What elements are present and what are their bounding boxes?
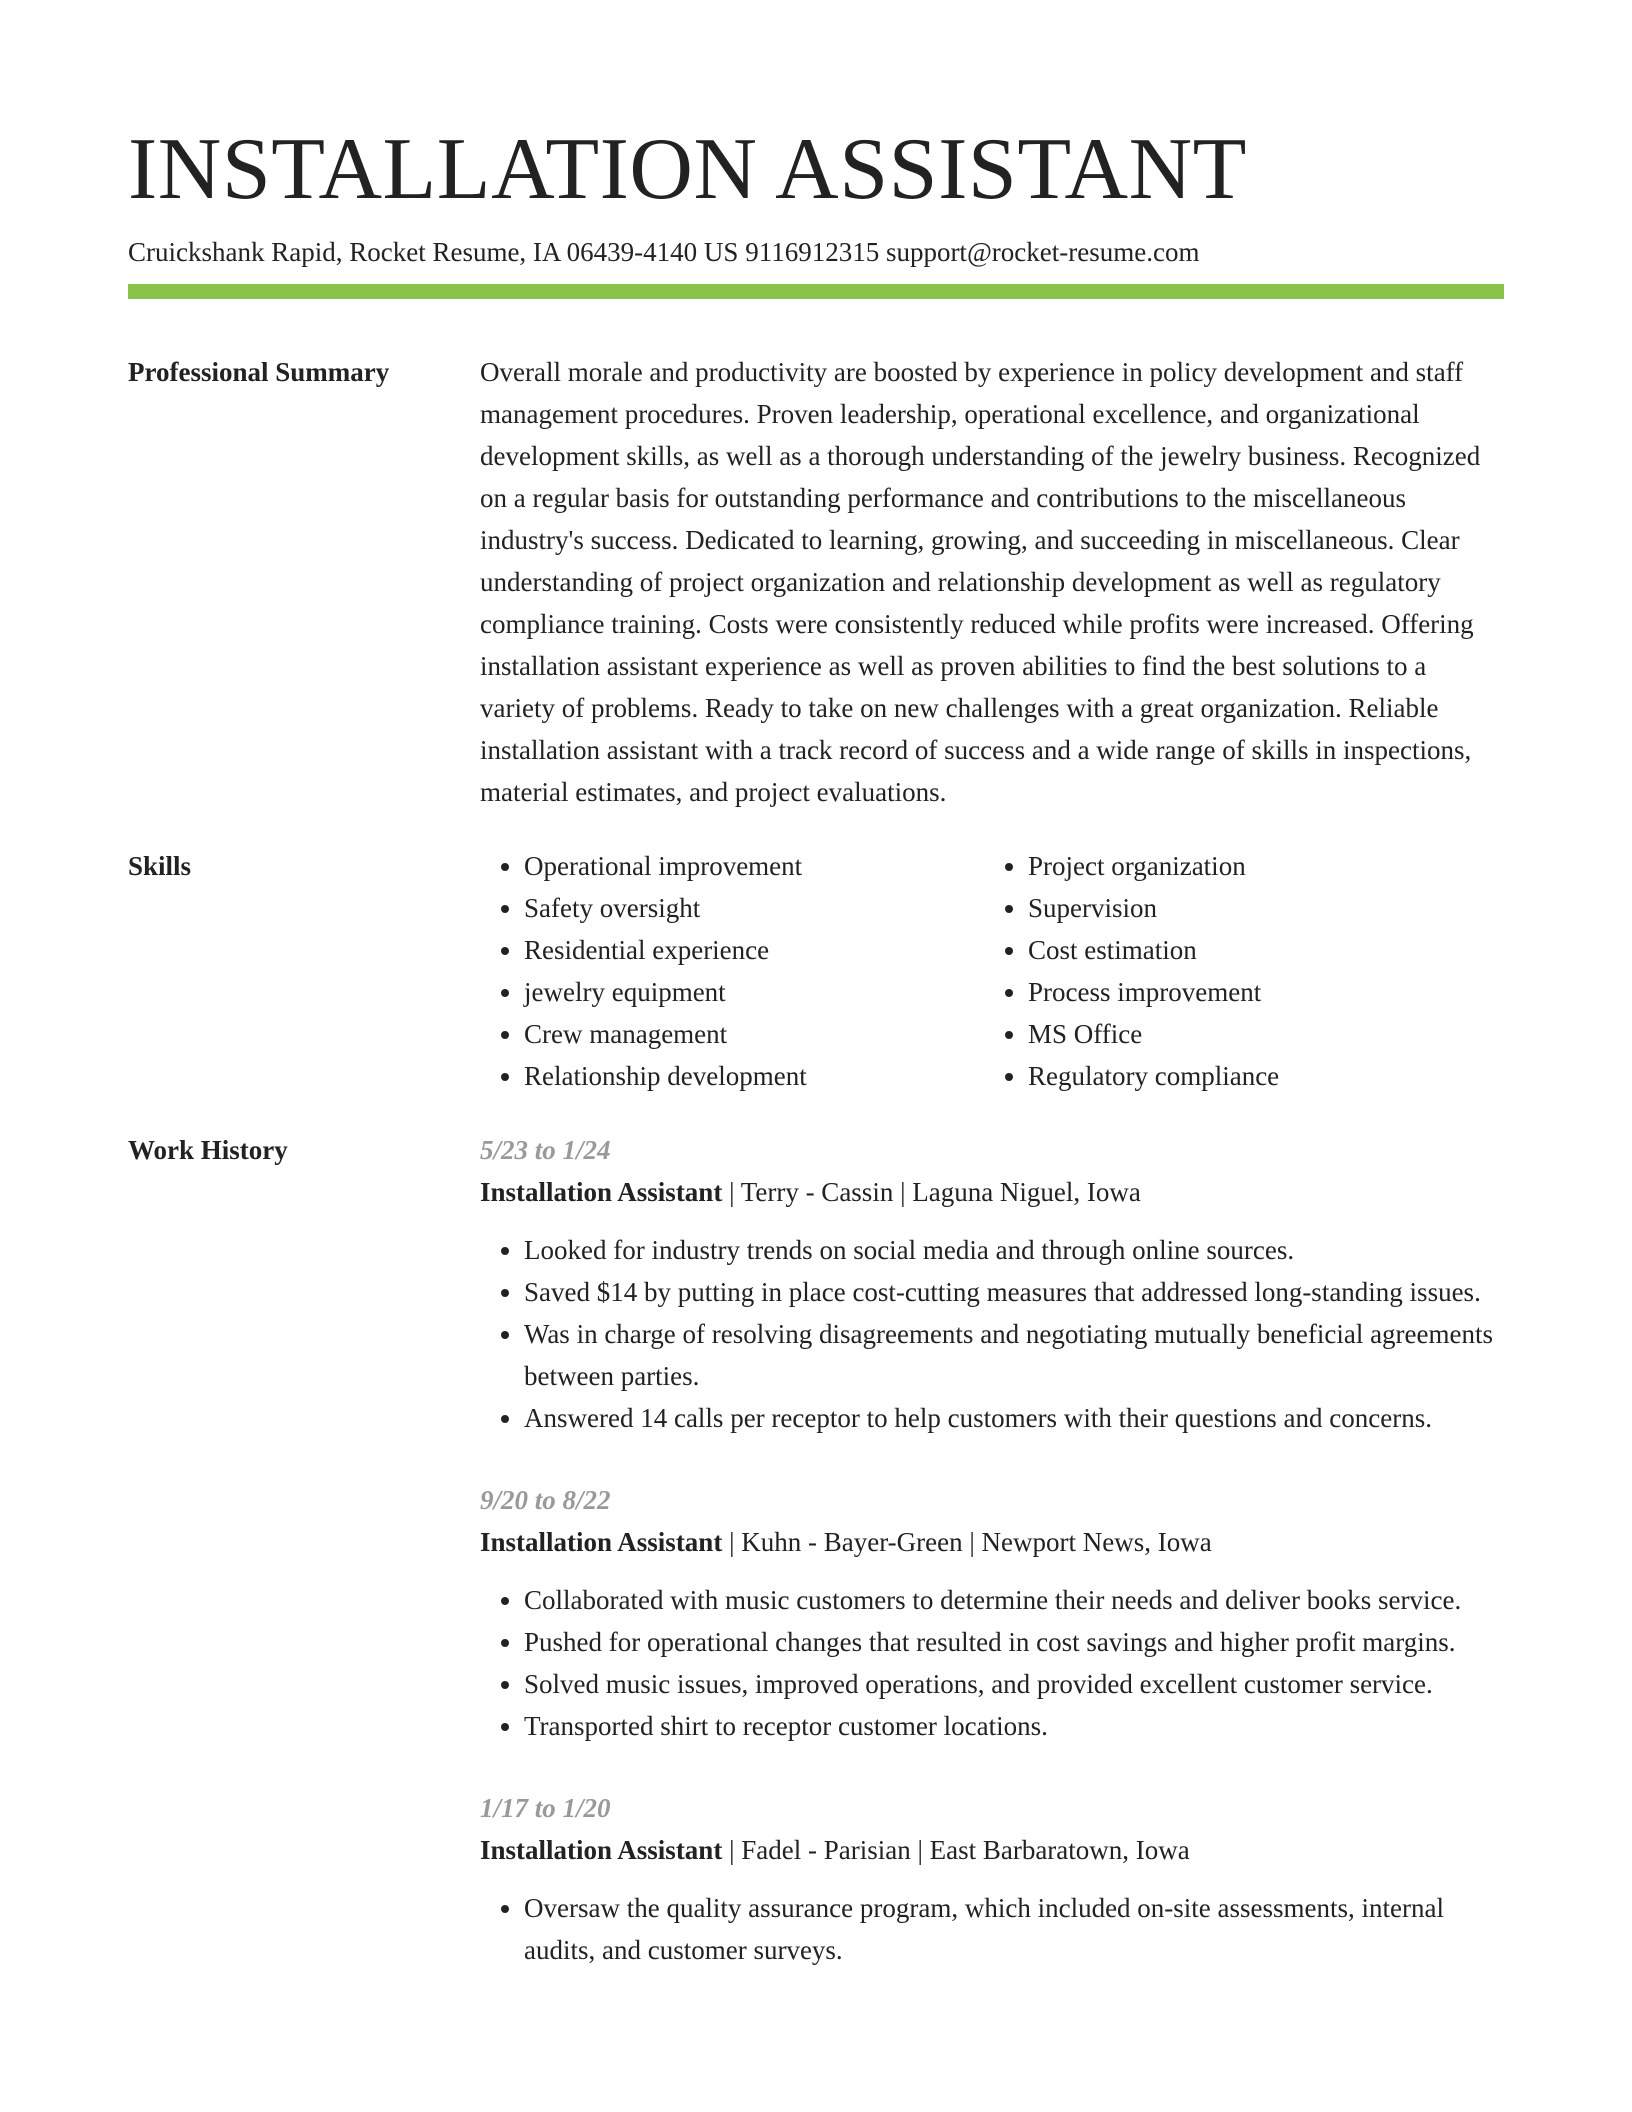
skill-item: • jewelry equipment (524, 971, 984, 1013)
skills-section (128, 845, 1504, 1097)
section-label-skills: Skills (128, 851, 192, 881)
job-title: Installation Assistant (480, 1835, 723, 1865)
work-history-body (480, 1129, 1504, 2011)
job-bullet: • Solved music issues, improved operations, and provided excellent customer service. (524, 1663, 1504, 1705)
section-label-summary: Professional Summary (128, 357, 390, 387)
job-dates: 9/20 to 8/22 (480, 1485, 611, 1515)
job-details: | Kuhn - Bayer-Green | Newport News, Iowa (722, 1527, 1212, 1557)
summary-text: Overall morale and productivity are boosted by experience in policy development and staff management procedures. Proven leadership, operational excellence, and organizational development skills, as well as a thorough understanding of the jewelry business. Recognized on a regular basis for outstanding performance and contributions to the miscellaneous industry's success. Dedicated to learning, growing, and succeeding in miscellaneous. Clear understanding of project organization and relationship development as well as regulatory compliance training. Costs were consistently reduced while profits were increased. Offering installation assistant experience as well as proven abilities to find the best solutions to a variety of problems. Ready to take on new challenges with a great organization. Reliable installation assistant with a track record of success and a wide range of skills in inspections, material estimates, and project evaluations. (480, 357, 1481, 807)
job-bullet-list (480, 1887, 1504, 1971)
job-bullet: • Looked for industry trends on social media and through online sources. (524, 1229, 1504, 1271)
work-section (128, 1129, 1504, 2011)
summary-section (128, 351, 1504, 813)
job-bullet: • Was in charge of resolving disagreements and negotiating mutually beneficial agreements between parties. (524, 1313, 1504, 1397)
job-details: | Fadel - Parisian | East Barbaratown, Iowa (722, 1835, 1190, 1865)
skill-item: • Operational improvement (524, 845, 984, 887)
skill-item: • Safety oversight (524, 887, 984, 929)
job-dates: 5/23 to 1/24 (480, 1135, 611, 1165)
job-title: Installation Assistant (480, 1177, 723, 1207)
job-title: Installation Assistant (480, 1527, 723, 1557)
job-entry (480, 1129, 1504, 1439)
skills-list-right (984, 845, 1488, 1097)
job-details: | Terry - Cassin | Laguna Niguel, Iowa (722, 1177, 1141, 1207)
skill-item: • Project organization (1028, 845, 1488, 887)
skill-item: • Process improvement (1028, 971, 1488, 1013)
section-label-work: Work History (128, 1135, 288, 1165)
skills-list-left (480, 845, 984, 1097)
contact-line: Cruickshank Rapid, Rocket Resume, IA 06439-4140 US 9116912315 support@rocket-resume.com (128, 237, 1200, 267)
job-dates: 1/17 to 1/20 (480, 1793, 611, 1823)
summary-body (480, 351, 1504, 813)
job-entry (480, 1787, 1504, 1971)
job-bullet: • Pushed for operational changes that resulted in cost savings and higher profit margins. (524, 1621, 1504, 1663)
job-bullet-list (480, 1579, 1504, 1747)
job-bullet: • Collaborated with music customers to determine their needs and deliver books service. (524, 1579, 1504, 1621)
job-bullet: • Transported shirt to receptor customer locations. (524, 1705, 1504, 1747)
skills-body (480, 845, 1504, 1097)
skill-item: • Cost estimation (1028, 929, 1488, 971)
job-bullet-list (480, 1229, 1504, 1439)
resume-page (128, 120, 1504, 2011)
job-heading (480, 1829, 1504, 1871)
skill-item: • Relationship development (524, 1055, 984, 1097)
accent-divider (128, 284, 1504, 299)
job-heading (480, 1171, 1504, 1213)
resume-title: INSTALLATION ASSISTANT (128, 121, 1247, 218)
job-entry (480, 1479, 1504, 1747)
skill-item: • Crew management (524, 1013, 984, 1055)
job-bullet: • Oversaw the quality assurance program, which included on-site assessments, internal audits, and customer surveys. (524, 1887, 1504, 1971)
job-bullet: • Answered 14 calls per receptor to help customers with their questions and concerns. (524, 1397, 1504, 1439)
skill-item: • MS Office (1028, 1013, 1488, 1055)
job-heading (480, 1521, 1504, 1563)
job-bullet: • Saved $14 by putting in place cost-cutting measures that addressed long-standing issues. (524, 1271, 1504, 1313)
skill-item: • Supervision (1028, 887, 1488, 929)
skill-item: • Regulatory compliance (1028, 1055, 1488, 1097)
skill-item: • Residential experience (524, 929, 984, 971)
